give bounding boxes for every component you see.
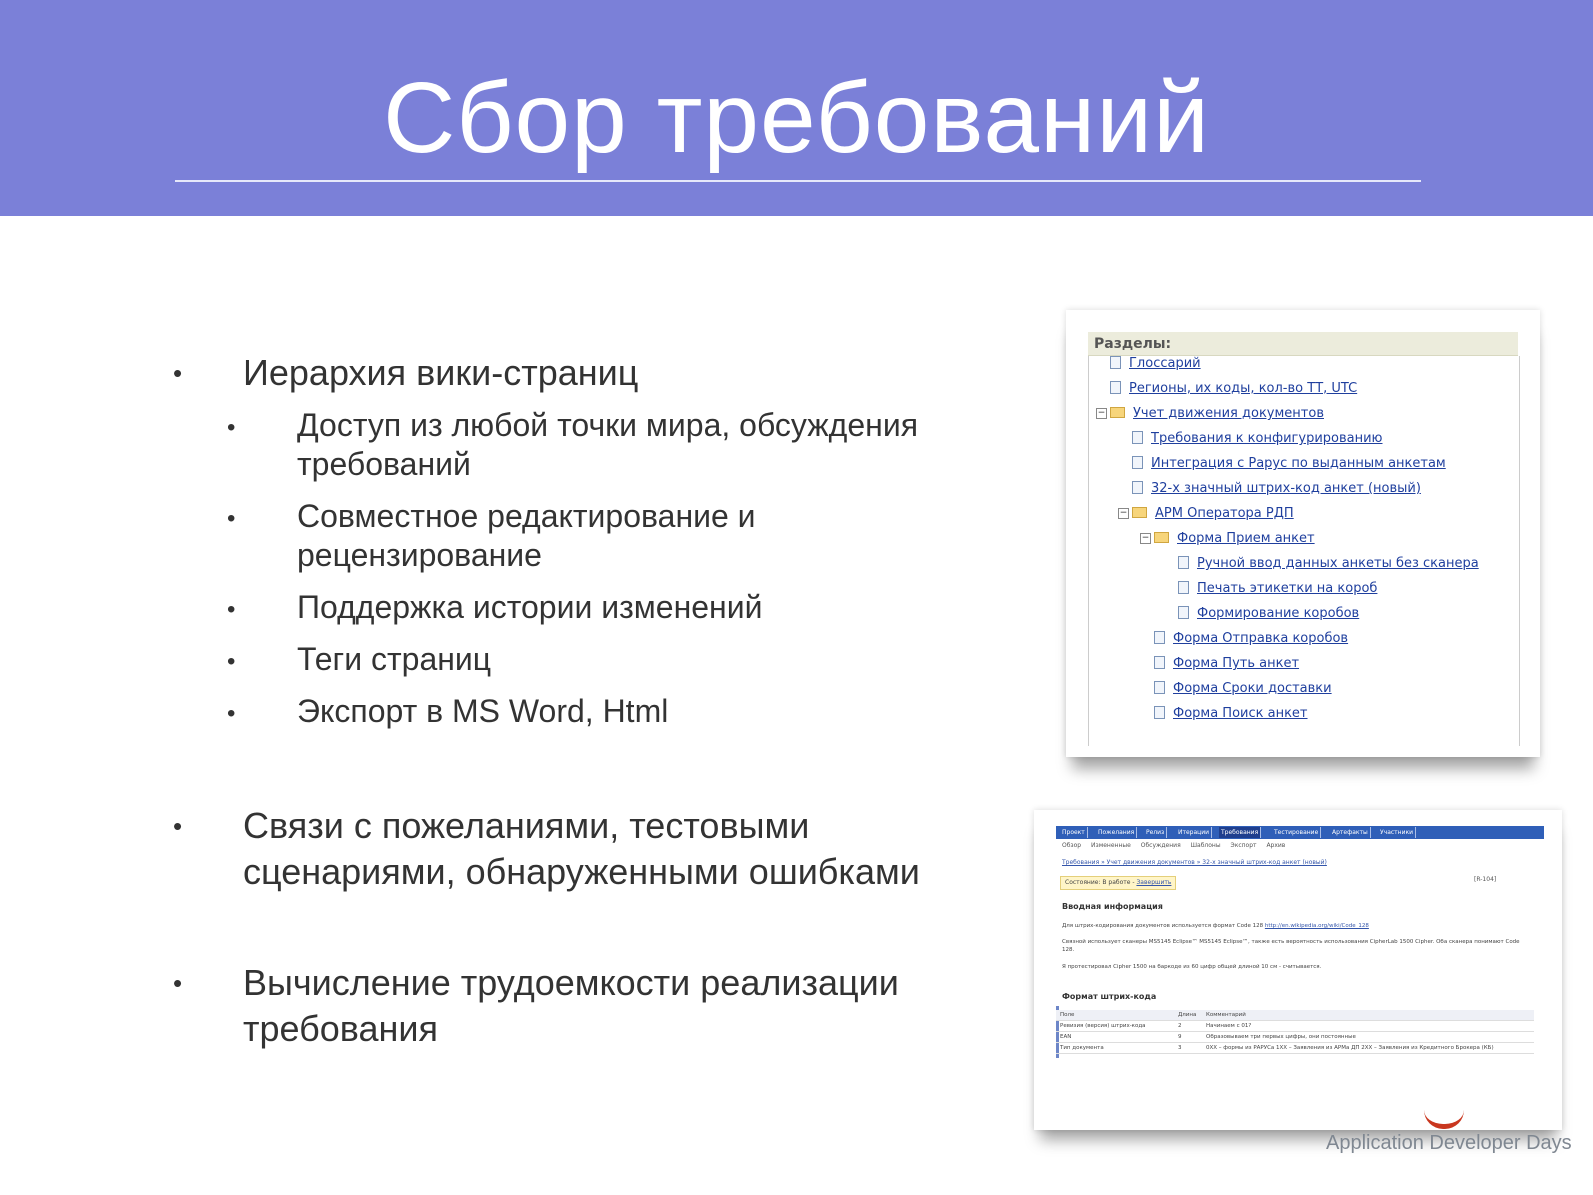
page-icon xyxy=(1154,681,1165,694)
bullet-wiki-hierarchy xyxy=(173,350,1023,396)
subnav-changed[interactable]: Измененные xyxy=(1091,842,1131,849)
tab-artifacts[interactable]: Артефакты xyxy=(1330,827,1371,838)
subnav-overview[interactable]: Обзор xyxy=(1062,842,1082,849)
tab-testing[interactable]: Тестирование xyxy=(1272,827,1321,838)
tree-item[interactable]: Форма Отправка коробов xyxy=(1154,629,1348,649)
format-heading: Формат штрих-кода xyxy=(1062,992,1157,1001)
folder-icon xyxy=(1154,532,1169,543)
tree-item[interactable]: Глоссарий xyxy=(1110,354,1201,374)
table-row: Тип документа 3 0XX – формы из РАРУСа 1XX – Заявления из АРМа ДП 2XX – Заявления из Кредитного Брокера (КБ) xyxy=(1056,1043,1534,1054)
collapse-toggle[interactable]: − xyxy=(1119,508,1128,518)
wiki-page-screenshot xyxy=(1034,810,1562,1130)
title-divider xyxy=(175,180,1421,182)
page-icon xyxy=(1178,581,1189,594)
subnav-archive[interactable]: Архив xyxy=(1266,842,1286,849)
tree-item[interactable]: Требования к конфигурированию xyxy=(1132,429,1383,449)
bullet-text: Поддержка истории изменений xyxy=(297,589,763,625)
tree-item[interactable]: Интеграция с Рарус по выданным анкетам xyxy=(1132,454,1446,474)
bullet-marker: • xyxy=(173,811,183,841)
bullet-text: Совместное редактирование и рецензирование xyxy=(297,498,756,573)
scanner-paragraph: Связной использует сканеры MS5145 Eclipse™ MS5145 Eclipse™, также есть вероятность использования CipherLab 1500 Cipher. Оба сканера понимают Code 128. xyxy=(1062,939,1520,953)
bullet-effort xyxy=(173,960,1023,1052)
tree-item[interactable]: Форма Поиск анкет xyxy=(1154,704,1308,724)
tab-members[interactable]: Участники xyxy=(1378,827,1416,838)
bullet-marker: • xyxy=(173,358,183,388)
tab-release[interactable]: Релиз xyxy=(1144,827,1167,838)
bullet-text: Экспорт в MS Word, Html xyxy=(297,693,669,729)
page-icon xyxy=(1178,606,1189,619)
tab-requirements[interactable]: Требования xyxy=(1219,827,1261,838)
column-header: Длина xyxy=(1174,1010,1202,1021)
status-badge: Состояние: В работе - Завершить xyxy=(1060,876,1176,890)
page-icon xyxy=(1110,356,1121,369)
tree-folder[interactable]: Форма Прием анкет xyxy=(1154,529,1315,549)
bullet-text: Вычисление трудоемкости реализации требования xyxy=(243,962,899,1049)
intro-heading: Вводная информация xyxy=(1062,902,1163,911)
sections-header: Разделы: xyxy=(1088,332,1518,356)
tab-project[interactable]: Проект xyxy=(1060,827,1088,838)
sub-navigation xyxy=(1062,842,1293,849)
collapse-toggle[interactable]: − xyxy=(1097,408,1106,418)
tree-item[interactable]: Формирование коробов xyxy=(1178,604,1359,624)
test-paragraph: Я протестировал Cipher 1500 на баркоде из 60 цифр общей длиной 10 см - считывается. xyxy=(1062,964,1322,970)
page-icon xyxy=(1132,431,1143,444)
tab-iterations[interactable]: Итерации xyxy=(1176,827,1212,838)
bullet-marker: • xyxy=(227,648,236,675)
tree-item[interactable]: Печать этикетки на короб xyxy=(1178,579,1377,599)
sub-bullet-history xyxy=(227,588,997,627)
tree-folder[interactable]: Учет движения документов xyxy=(1110,404,1324,424)
bullet-text: Связи с пожеланиями, тестовыми сценариями, обнаруженными ошибками xyxy=(243,805,920,892)
footer-brand: Application Developer Days xyxy=(1326,1132,1572,1154)
sub-bullet-access xyxy=(227,406,997,484)
finish-link[interactable]: Завершить xyxy=(1136,879,1172,886)
page-icon xyxy=(1154,656,1165,669)
tree-item[interactable]: Регионы, их коды, кол-во ТТ, UTC xyxy=(1110,379,1357,399)
page-icon xyxy=(1132,481,1143,494)
folder-icon xyxy=(1110,407,1125,418)
page-icon xyxy=(1110,381,1121,394)
table-row: Ревизия (версия) штрих-кода 2 Начинаем с 01? xyxy=(1056,1021,1534,1032)
folder-icon xyxy=(1132,507,1147,518)
slide-title: Сбор требований xyxy=(383,62,1210,174)
table-row: EAN 9 Образовываем три первых цифры, они постоянные xyxy=(1056,1032,1534,1043)
subnav-templates[interactable]: Шаблоны xyxy=(1190,842,1221,849)
sub-bullet-tags xyxy=(227,640,997,679)
bullet-marker: • xyxy=(227,505,236,532)
sub-bullet-coediting xyxy=(227,497,997,575)
collapse-toggle[interactable]: − xyxy=(1141,533,1150,543)
sub-bullet-export xyxy=(227,692,997,731)
bullet-links xyxy=(173,803,1023,895)
page-icon xyxy=(1154,706,1165,719)
code128-link[interactable]: http://en.wikipedia.org/wiki/Code_128 xyxy=(1264,923,1369,929)
wiki-tree-screenshot xyxy=(1066,310,1540,757)
breadcrumb[interactable]: Требования » Учет движения документов » 32-х значный штрих-код анкет (новый) xyxy=(1062,859,1327,866)
subnav-discussions[interactable]: Обсуждения xyxy=(1140,842,1181,849)
bullet-text: Доступ из любой точки мира, обсуждения требований xyxy=(297,407,919,482)
tab-wishes[interactable]: Пожелания xyxy=(1096,827,1137,838)
subnav-export[interactable]: Экспорт xyxy=(1230,842,1257,849)
intro-paragraph: Для штрих-кодирования документов используется формат Code 128 http://en.wikipedia.org/wiki/Code_128 xyxy=(1062,923,1369,929)
tree-item[interactable]: Ручной ввод данных анкеты без сканера xyxy=(1178,554,1479,574)
page-icon xyxy=(1178,556,1189,569)
tree-folder[interactable]: АРМ Оператора РДП xyxy=(1132,504,1294,524)
bullet-text: Теги страниц xyxy=(297,641,492,677)
column-header: Комментарий xyxy=(1202,1010,1534,1021)
bullet-marker: • xyxy=(227,700,236,727)
page-ref: [R-104] xyxy=(1474,876,1497,883)
bullet-marker: • xyxy=(227,414,236,441)
status-label: Состояние: В работе xyxy=(1065,879,1131,886)
column-header: Поле xyxy=(1056,1010,1174,1021)
tree-item[interactable]: Форма Путь анкет xyxy=(1154,654,1299,674)
page-icon xyxy=(1132,456,1143,469)
tree-item[interactable]: Форма Сроки доставки xyxy=(1154,679,1332,699)
bullet-text: Иерархия вики-страниц xyxy=(243,352,639,393)
bullet-marker: • xyxy=(173,968,183,998)
barcode-format-table xyxy=(1056,1010,1534,1054)
project-tabs xyxy=(1056,826,1544,839)
tree-item[interactable]: 32-х значный штрих-код анкет (новый) xyxy=(1132,479,1421,499)
bullet-marker: • xyxy=(227,596,236,623)
page-icon xyxy=(1154,631,1165,644)
